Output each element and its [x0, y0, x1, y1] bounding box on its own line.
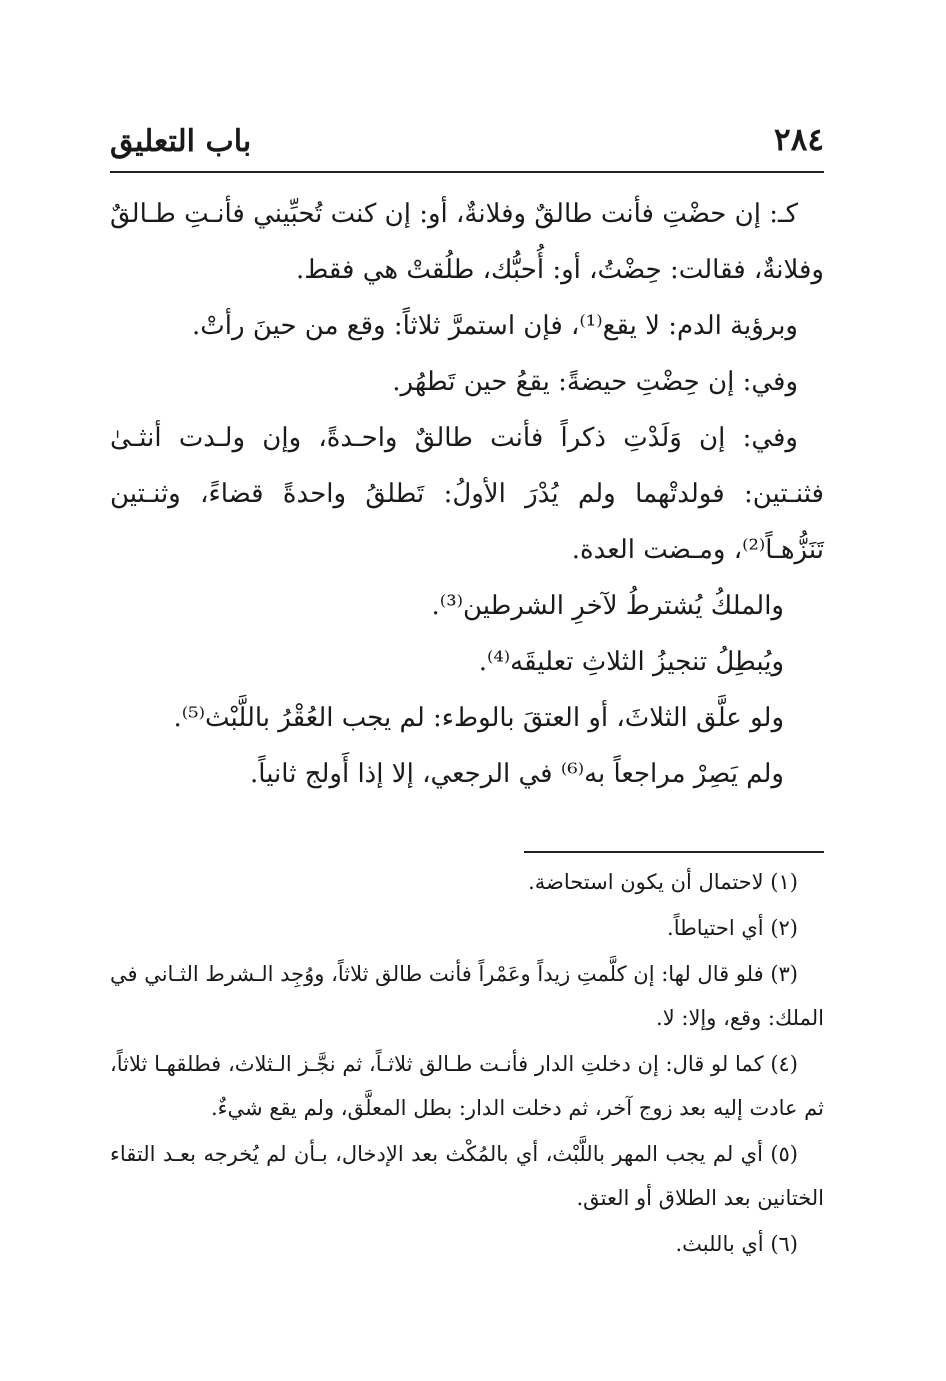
running-title: باب التعليق [110, 124, 252, 159]
paragraph: ويُبطِلُ تنجيزُ الثلاثِ تعليقَه⁽⁴⁾. [478, 647, 784, 677]
footnote-separator [524, 851, 824, 853]
footnote: (٦) أي باللبث. [675, 1232, 798, 1256]
main-text [110, 186, 824, 802]
paragraph: والملكُ يُشترطُ لآخرِ الشرطين⁽³⁾. [431, 591, 784, 621]
footnote: (٣) فلو قال لها: إن كلَّمتِ زيداً وعَمْراً فأنت طالق ثلاثاً، ووُجِد الـشرط الثـاني في الملك: وقع، وإلا: لا. [109, 962, 824, 1030]
paragraph: وبرؤية الدم: لا يقع⁽¹⁾، فإن استمرَّ ثلاثاً: وقع من حينَ رأتْ. [192, 311, 798, 341]
footnotes [110, 860, 824, 1266]
footnote: (٤) كما لو قال: إن دخلتِ الدار فأنـت طـالق ثلاثـاً، ثم نجَّـز الـثلاث، فطلقهـا ثلاثاً، ثم عادت إليه بعد زوج آخر، ثم دخلت الدار: بطل المعلَّق، ولم يقع شيءٌ. [110, 1052, 824, 1120]
header-rule [110, 171, 824, 173]
footnote: (٥) أي لم يجب المهر باللَّبْث، أي بالمُكْث بعد الإدخال، بـأن لم يُخرجه بعـد التقاء الختانين بعد الطلاق أو العتق. [110, 1142, 824, 1210]
paragraph: كـ: إن حضْتِ فأنت طالقٌ وفلانةٌ، أو: إن كنت تُحبِّيني فأنـتِ طـالقٌ وفلانةٌ، فقالت: حِضْتُ، أو: أُحبُّك، طلُقتْ هي فقط. [110, 199, 824, 285]
paragraph: ولو علَّق الثلاثَ، أو العتقَ بالوطء: لم يجب العُقْرُ باللَّبْث⁽⁵⁾. [173, 703, 784, 733]
page-header [110, 118, 824, 170]
paragraph: وفي: إن وَلَدْتِ ذكراً فأنت طالقٌ واحـدةً، وإن ولـدت أنثـىٰ فثنـتين: فولدتْهما ولم يُدْرَ الأولُ: تَطلقُ واحدةً قضاءً، وثنـتين تَنَزُّهـاً⁽²⁾، ومـضت العدة. [110, 423, 824, 565]
paragraph: وفي: إن حِضْتِ حيضةً: يقعُ حين تَطهُر. [392, 367, 798, 397]
paragraph: ولم يَصِرْ مراجعاً به⁽⁶⁾ في الرجعي، إلا إذا أَولج ثانياً. [250, 759, 784, 789]
footnote: (١) لاحتمال أن يكون استحاضة. [528, 870, 798, 894]
page-number: ٢٨٤ [774, 122, 824, 158]
footnote: (٢) أي احتياطاً. [667, 916, 798, 940]
